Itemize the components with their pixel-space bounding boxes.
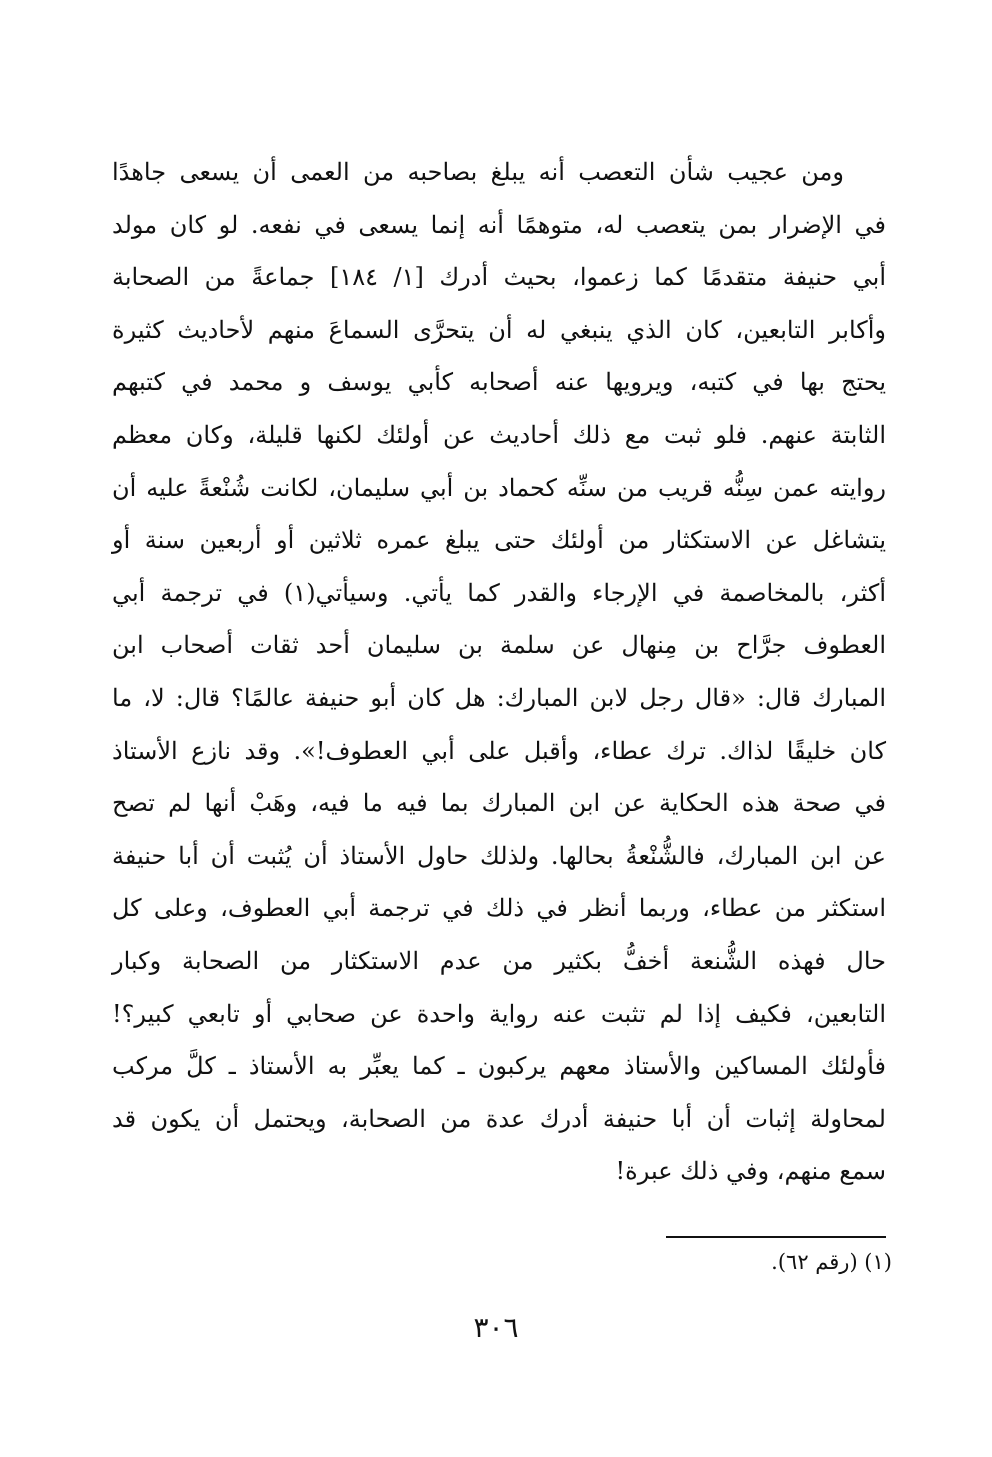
text-line: التابعين، فكيف إذا لم تثبت عنه رواية واحدة عن صحابي أو تابعي كبير؟! — [112, 999, 886, 1028]
text-line: فأولئك المساكين والأستاذ معهم يركبون ـ كما يعبِّر به الأستاذ ـ كلَّ مركب — [112, 1052, 886, 1081]
text-line: كان خليقًا لذاك. ترك عطاء، وأقبل على أبي العطوف!». وقد نازع الأستاذ — [112, 736, 886, 765]
page-number: ٣٠٦ — [473, 1311, 519, 1344]
text-line: استكثر من عطاء، وربما أنظر في ذلك في ترجمة أبي العطوف، وعلى كل — [112, 894, 886, 923]
text-line: أبي حنيفة متقدمًا كما زعموا، بحيث أدرك [١/ ١٨٤] جماعةً من الصحابة — [112, 263, 886, 292]
text-line: روايته عمن سِنُّه قريب من سنِّه كحماد بن أبي سليمان، لكانت شُنْعةً عليه أن — [112, 473, 886, 502]
main-text-block — [112, 146, 886, 1198]
text-line: في صحة هذه الحكاية عن ابن المبارك بما فيه ما فيه، وهَبْ أنها لم تصح — [112, 789, 887, 818]
text-line: العطوف جرَّاح بن مِنهال عن سلمة بن سليمان أحد ثقات أصحاب ابن — [112, 631, 886, 660]
text-line: حال فهذه الشُّنعة أخفُّ بكثير من عدم الاستكثار من الصحابة وكبار — [112, 946, 886, 975]
text-line: ومن عجيب شأن التعصب أنه يبلغ بصاحبه من العمى أن يسعى جاهدًا — [112, 158, 844, 186]
text-line: الثابتة عنهم. فلو ثبت مع ذلك أحاديث عن أولئك لكنها قليلة، وكان معظم — [112, 420, 886, 449]
text-line: يحتج بها في كتبه، ويرويها عنه أصحابه كأبي يوسف و محمد في كتبهم — [112, 368, 886, 397]
text-line: لمحاولة إثبات أن أبا حنيفة أدرك عدة من الصحابة، ويحتمل أن يكون قد — [112, 1104, 886, 1133]
footnote-divider — [666, 1236, 886, 1238]
text-line: يتشاغل عن الاستكثار من أولئك حتى يبلغ عمره ثلاثين أو أربعين سنة أو — [112, 526, 886, 555]
text-line: في الإضرار بمن يتعصب له، متوهمًا أنه إنما يسعى في نفعه. لو كان مولد — [112, 210, 886, 239]
footnote: (١) (رقم ٦٢). — [771, 1250, 892, 1274]
text-line: أكثر، بالمخاصمة في الإرجاء والقدر كما يأتي. وسيأتي(١) في ترجمة أبي — [112, 578, 886, 607]
text-line: المبارك قال: «قال رجل لابن المبارك: هل كان أبو حنيفة عالمًا؟ قال: لا، ما — [112, 683, 886, 712]
text-line: وأكابر التابعين، كان الذي ينبغي له أن يتحرَّى السماعَ منهم لأحاديث كثيرة — [112, 315, 886, 344]
text-line: عن ابن المبارك، فالشُّنْعةُ بحالها. ولذلك حاول الأستاذ أن يُثبت أن أبا حنيفة — [112, 841, 886, 870]
text-line: سمع منهم، وفي ذلك عبرة! — [615, 1157, 886, 1186]
